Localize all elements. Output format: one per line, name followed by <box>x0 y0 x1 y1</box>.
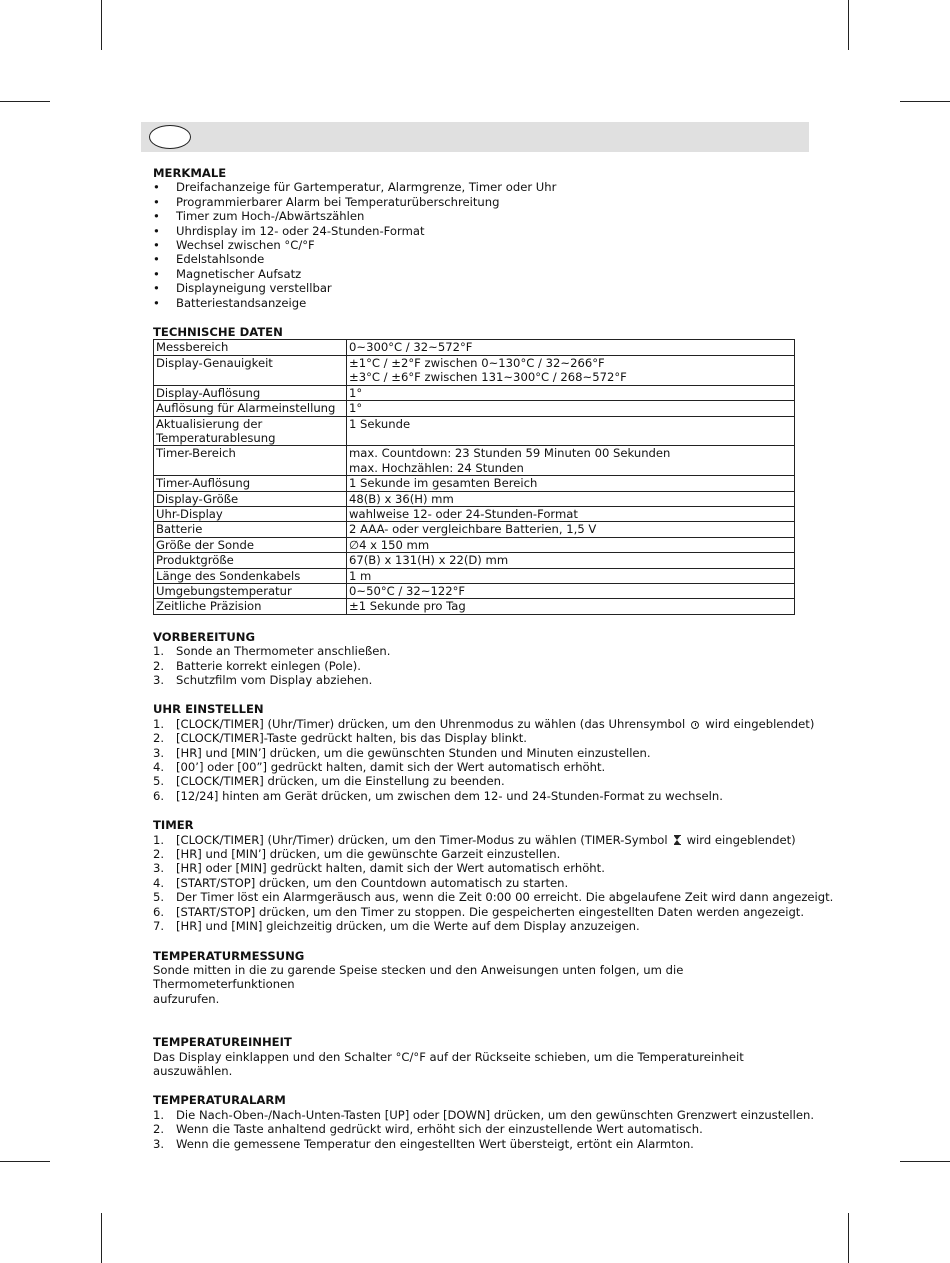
list-item: 2. Wenn die Taste anhaltend gedrückt wird, erhöht sich der einzustellende Wert automatisch. <box>153 1122 703 1137</box>
list-item: 4. [00’] oder [00”] gedrückt halten, damit sich der Wert automatisch erhöht. <box>153 760 606 775</box>
table-row: Display-Auflösung 1° <box>154 385 795 400</box>
list-item: 1. Sonde an Thermometer anschließen. <box>153 644 391 659</box>
preparation-section <box>153 630 803 688</box>
list-item: 3. [HR] oder [MIN] gedrückt halten, damit sich der Wert automatisch erhöht. <box>153 861 605 876</box>
clock-list <box>153 716 815 803</box>
table-row: Display-Genauigkeit ±1°C / ±2°F zwischen 0~130°C / 32~266°F ±3°C / ±6°F zwischen 131~300°C / 268~572°F <box>154 355 795 385</box>
list-item: 2. [HR] und [MIN’] drücken, um die gewünschte Garzeit einzustellen. <box>153 847 561 862</box>
alarm-clock-icon <box>691 721 699 729</box>
table-row: Aktualisierung der Temperaturablesung 1 Sekunde <box>154 416 795 446</box>
crop-mark <box>0 1161 50 1162</box>
preparation-heading: VORBEREITUNG <box>153 629 256 644</box>
timer-heading: TIMER <box>153 818 194 833</box>
crop-mark <box>101 0 102 50</box>
list-item: 1. [CLOCK/TIMER] (Uhr/Timer) drücken, um den Uhrenmodus zu wählen (das Uhrensymbol wird eingeblendet) <box>153 716 815 731</box>
language-header-bar <box>141 122 809 152</box>
measurement-text-line1: Sonde mitten in die zu garende Speise stecken und den Anweisungen unten folgen, um die Thermometerfunktionen <box>153 962 684 992</box>
unit-section <box>153 1035 803 1078</box>
list-item: • Magnetischer Aufsatz <box>153 267 803 281</box>
list-item: 6. [12/24] hinten am Gerät drücken, um zwischen dem 12- und 24-Stunden-Format zu wechseln. <box>153 788 723 803</box>
features-section <box>153 166 803 310</box>
measurement-text-line2: aufzurufen. <box>153 991 220 1006</box>
list-item: 5. [CLOCK/TIMER] drücken, um die Einstellung zu beenden. <box>153 774 505 789</box>
specs-heading: TECHNISCHE DATEN <box>153 325 283 340</box>
list-item: 2. [CLOCK/TIMER]-Taste gedrückt halten, bis das Display blinkt. <box>153 731 527 746</box>
table-row: Produktgröße 67(B) x 131(H) x 22(D) mm <box>154 553 795 568</box>
language-badge <box>149 125 191 149</box>
unit-heading: TEMPERATUREINHEIT <box>153 1035 292 1050</box>
crop-mark <box>0 101 50 102</box>
specs-table <box>153 339 795 614</box>
alarm-section <box>153 1093 815 1151</box>
list-item: • Edelstahlsonde <box>153 252 803 266</box>
table-row: Timer-Auflösung 1 Sekunde im gesamten Bereich <box>154 476 795 491</box>
crop-mark <box>101 1213 102 1263</box>
hourglass-icon <box>674 835 681 845</box>
table-row: Zeitliche Präzision ±1 Sekunde pro Tag <box>154 599 795 614</box>
list-item: 3. [HR] und [MIN’] drücken, um die gewünschten Stunden und Minuten einzustellen. <box>153 745 651 760</box>
list-item: • Dreifachanzeige für Gartemperatur, Alarmgrenze, Timer oder Uhr <box>153 180 803 194</box>
list-item: 1. Die Nach-Oben-/Nach-Unten-Tasten [UP] oder [DOWN] drücken, um den gewünschten Grenzwert einzustellen. <box>153 1107 815 1122</box>
alarm-list <box>153 1107 815 1151</box>
list-item: • Uhrdisplay im 12- oder 24-Stunden-Format <box>153 224 803 238</box>
list-item: 6. [START/STOP] drücken, um den Timer zu stoppen. Die gespeicherten eingestellten Daten werden angezeigt. <box>153 904 805 919</box>
table-row: Umgebungstemperatur 0~50°C / 32~122°F <box>154 583 795 598</box>
list-item: • Programmierbarer Alarm bei Temperaturüberschreitung <box>153 195 803 209</box>
features-heading: MERKMALE <box>153 166 227 180</box>
clock-heading: UHR EINSTELLEN <box>153 702 264 717</box>
timer-list <box>153 832 834 934</box>
manual-content <box>153 166 834 1166</box>
crop-mark <box>848 1213 849 1263</box>
crop-mark <box>900 1161 950 1162</box>
list-item: • Batteriestandsanzeige <box>153 296 803 310</box>
list-item: • Timer zum Hoch-/Abwärtszählen <box>153 209 803 223</box>
table-row: Länge des Sondenkabels 1 m <box>154 568 795 583</box>
clock-section <box>153 702 815 803</box>
table-row: Batterie 2 AAA- oder vergleichbare Batterien, 1,5 V <box>154 522 795 537</box>
unit-text: Das Display einklappen und den Schalter °C/°F auf der Rückseite schieben, um die Temperatureinheit auszuwählen. <box>153 1049 744 1078</box>
crop-mark <box>900 101 950 102</box>
table-row: Größe der Sonde ∅4 x 150 mm <box>154 537 795 552</box>
timer-section <box>153 818 834 934</box>
measurement-heading: TEMPERATURMESSUNG <box>153 948 305 963</box>
alarm-heading: TEMPERATURALARM <box>153 1093 286 1108</box>
preparation-list <box>153 644 803 687</box>
list-item: 4. [START/STOP] drücken, um den Countdown automatisch zu starten. <box>153 875 569 890</box>
list-item: 3. Schutzfilm vom Display abziehen. <box>153 673 373 687</box>
specs-section <box>153 325 803 615</box>
table-row: Auflösung für Alarmeinstellung 1° <box>154 401 795 416</box>
crop-mark <box>848 0 849 50</box>
table-row: Uhr-Display wahlweise 12- oder 24-Stunden-Format <box>154 506 795 521</box>
table-row: Messbereich 0~300°C / 32~572°F <box>154 340 795 355</box>
table-row: Display-Größe 48(B) x 36(H) mm <box>154 491 795 506</box>
list-item: • Wechsel zwischen °C/°F <box>153 238 803 252</box>
list-item: 1. [CLOCK/TIMER] (Uhr/Timer) drücken, um den Timer-Modus zu wählen (TIMER-Symbol wird eingeblendet) <box>153 832 796 847</box>
features-list <box>153 180 803 310</box>
list-item: 3. Wenn die gemessene Temperatur den eingestellten Wert übersteigt, ertönt ein Alarmton. <box>153 1136 694 1151</box>
table-row: Timer-Bereich max. Countdown: 23 Stunden 59 Minuten 00 Sekunden max. Hochzählen: 24 Stunden <box>154 446 795 476</box>
list-item: • Displayneigung verstellbar <box>153 281 803 295</box>
list-item: 5. Der Timer löst ein Alarmgeräusch aus, wenn die Zeit 0:00 00 erreicht. Die abgelaufene Zeit wird dann angezeigt. <box>153 890 834 905</box>
list-item: 2. Batterie korrekt einlegen (Pole). <box>153 658 361 673</box>
list-item: 7. [HR] und [MIN] gleichzeitig drücken, um die Werte auf dem Display anzuzeigen. <box>153 919 640 934</box>
measurement-section <box>153 949 803 1007</box>
